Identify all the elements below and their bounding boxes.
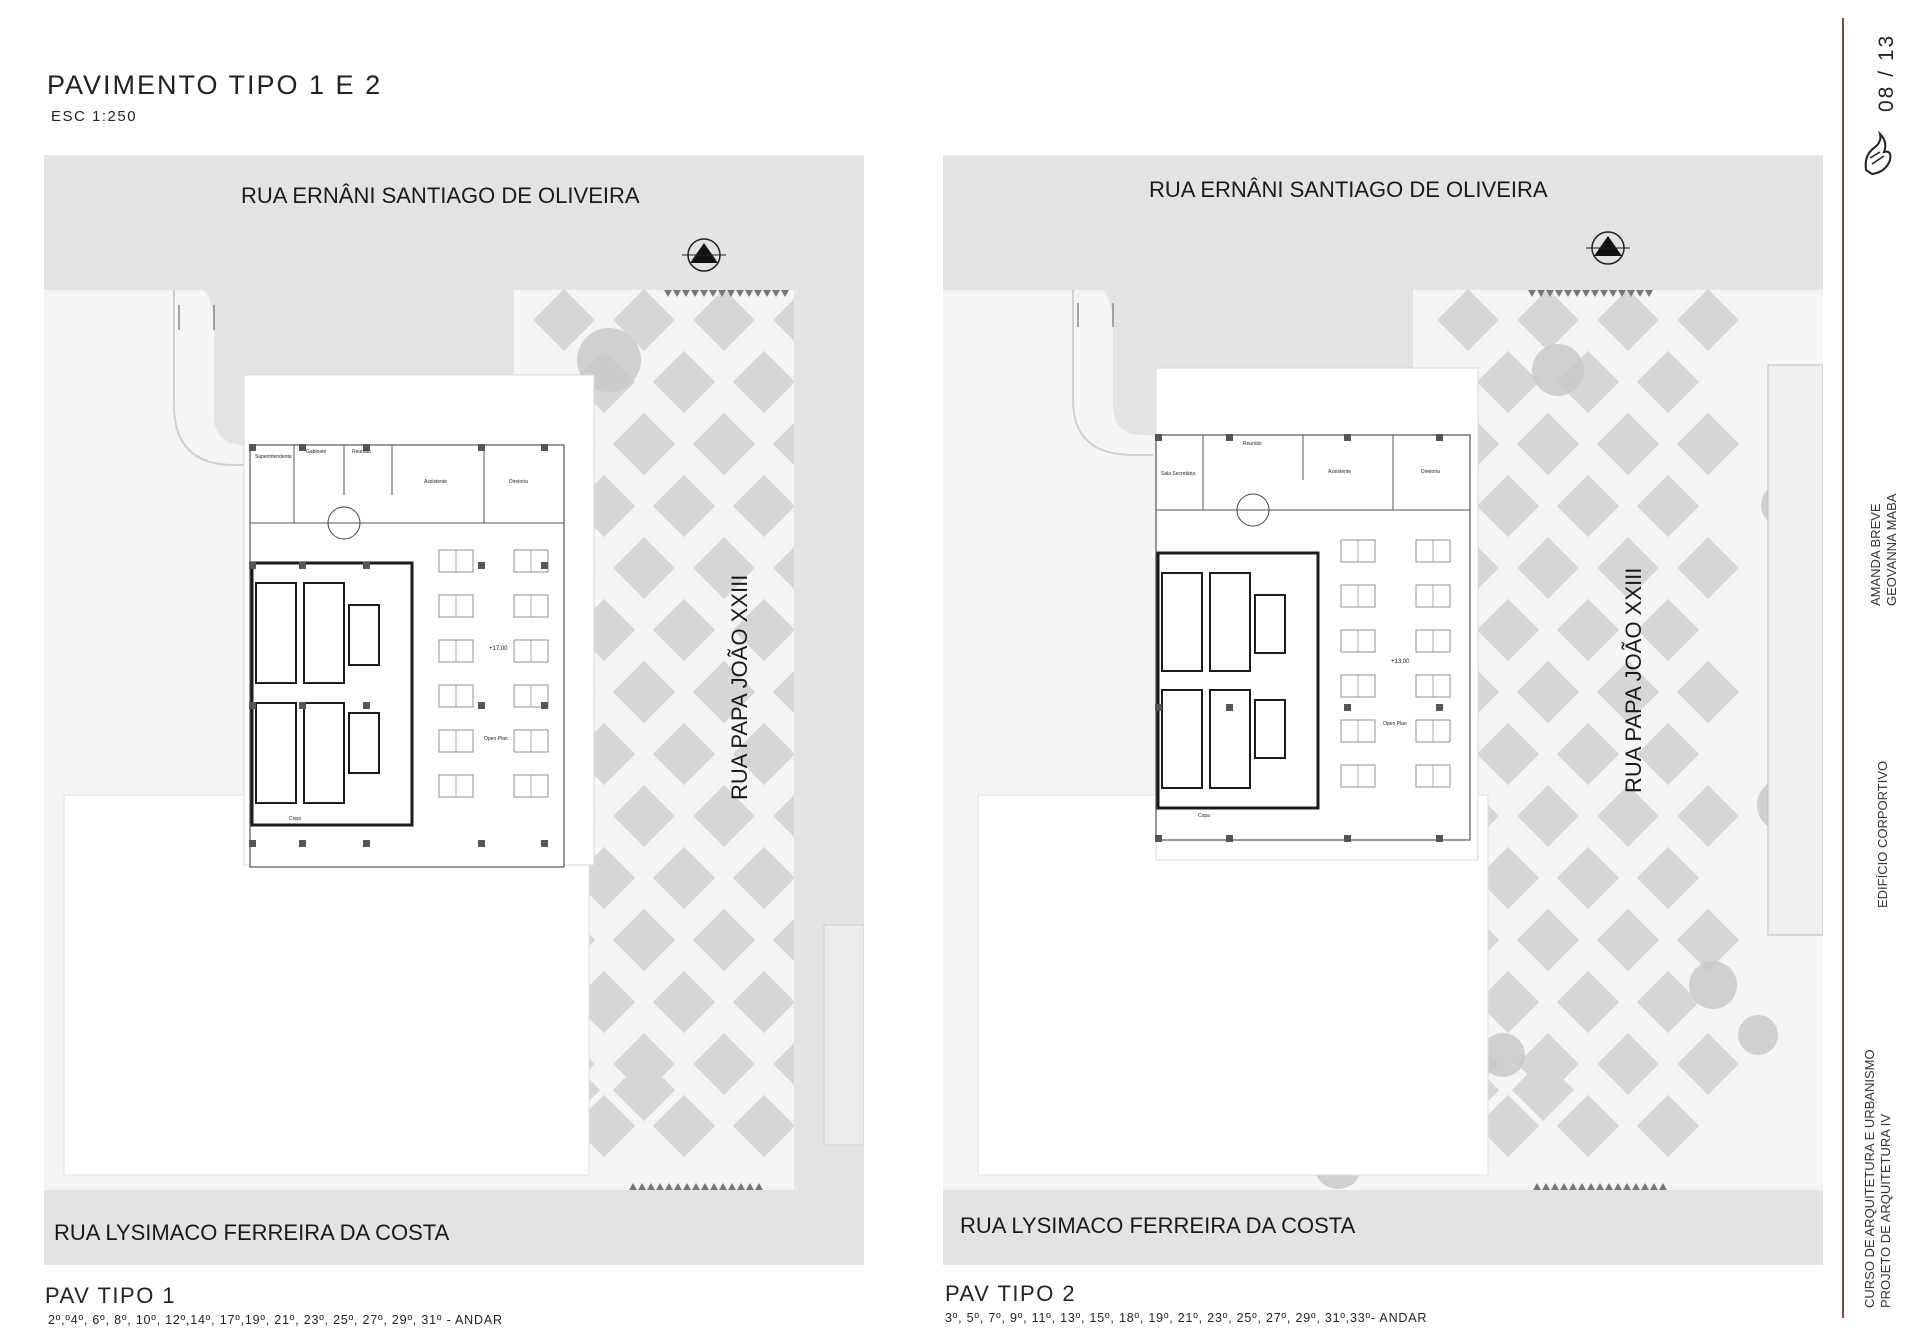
room-label-open-plan: Open Plan <box>1383 721 1407 727</box>
parking-mark <box>1555 290 1563 297</box>
paving-diamond <box>653 971 715 1033</box>
north-arrow-icon <box>682 239 726 271</box>
structural-column <box>249 840 256 847</box>
paving-diamond <box>1477 599 1539 661</box>
parking-mark <box>1542 1183 1550 1190</box>
parking-mark <box>754 290 762 297</box>
structural-column <box>478 840 485 847</box>
structural-column <box>299 444 306 451</box>
paving-diamond <box>733 971 795 1033</box>
parking-mark <box>736 290 744 297</box>
structural-column <box>363 702 370 709</box>
structural-column <box>299 840 306 847</box>
level-marker: +13,00 <box>1391 659 1410 665</box>
paving-diamond <box>1677 289 1739 351</box>
paving-diamond <box>1517 909 1579 971</box>
course-name: CURSO DE ARQUITETURA E URBANISMO <box>1862 1049 1877 1308</box>
plan-1-caption-title: PAV TIPO 1 <box>45 1283 177 1308</box>
parking-mark <box>638 1183 646 1190</box>
structural-column <box>299 562 306 569</box>
parking-mark <box>755 1183 763 1190</box>
parking-mark <box>781 290 789 297</box>
paving-diamond <box>693 1033 755 1095</box>
room-label-superintendente: Superintendente <box>255 454 292 460</box>
room-label-reuniao: Reunião <box>1243 441 1262 447</box>
paving-diamond <box>733 475 795 537</box>
parking-mark <box>665 1183 673 1190</box>
paving-diamond <box>1677 413 1739 475</box>
parking-mark <box>1591 290 1599 297</box>
paving-diamond <box>733 847 795 909</box>
parking-mark <box>1551 1183 1559 1190</box>
room-label-diretoria: Diretoria <box>1421 469 1440 475</box>
structural-column <box>299 702 306 709</box>
paving-diamond <box>653 475 715 537</box>
paving-diamond <box>613 413 675 475</box>
paving-diamond <box>1597 909 1659 971</box>
paving-diamond <box>693 289 755 351</box>
structural-column <box>363 840 370 847</box>
structural-column <box>1226 704 1233 711</box>
paving-diamond <box>733 1095 795 1157</box>
floor-plan-1 <box>44 155 864 1265</box>
parking-mark <box>1659 1183 1667 1190</box>
parking-mark <box>673 290 681 297</box>
sheet-title: PAVIMENTO TIPO 1 E 2 <box>47 70 383 100</box>
parking-mark <box>701 1183 709 1190</box>
parking-mark <box>1641 1183 1649 1190</box>
author-2: GEOVANNA MABA <box>1884 493 1899 606</box>
parking-mark <box>728 1183 736 1190</box>
parking-mark <box>772 290 780 297</box>
parking-mark <box>629 1183 637 1190</box>
structural-column <box>1226 835 1233 842</box>
room-label-gabinete: Gabinete <box>306 449 327 455</box>
structural-column <box>363 562 370 569</box>
parking-marks-bottom <box>629 1183 763 1190</box>
paving-diamond <box>733 351 795 413</box>
paving-diamond <box>613 909 675 971</box>
structural-column <box>249 444 256 451</box>
parking-mark <box>745 290 753 297</box>
paving-diamond <box>1477 475 1539 537</box>
paving-diamond <box>653 351 715 413</box>
paving-diamond <box>1557 723 1619 785</box>
plan-1-caption-floors: 2º,º4º, 6º, 8º, 10º, 12º,14º, 17º,19º, 21º, 23º, 25º, 27º, 29º, 31º - ANDAR <box>48 1313 503 1327</box>
parking-mark <box>674 1183 682 1190</box>
parking-mark <box>719 1183 727 1190</box>
structural-column <box>1155 434 1162 441</box>
parking-mark <box>691 290 699 297</box>
parking-mark <box>647 1183 655 1190</box>
paving-diamond <box>1517 537 1579 599</box>
parking-mark <box>1573 290 1581 297</box>
paving-diamond <box>653 723 715 785</box>
structural-column <box>541 562 548 569</box>
street-label-top: RUA ERNÂNI SANTIAGO DE OLIVEIRA <box>241 183 640 208</box>
side-rule <box>1842 18 1844 1318</box>
structural-column <box>1344 835 1351 842</box>
parking-mark <box>1614 1183 1622 1190</box>
course-subject: PROJETO DE ARQUITETURA IV <box>1878 1113 1893 1308</box>
right-block <box>824 925 864 1145</box>
paving-diamond <box>1517 785 1579 847</box>
structural-column <box>1344 434 1351 441</box>
room-label-diretoria: Diretoria <box>509 479 528 485</box>
parking-mark <box>1636 290 1644 297</box>
parking-mark <box>1605 1183 1613 1190</box>
paving-diamond <box>693 909 755 971</box>
parking-mark <box>1632 1183 1640 1190</box>
parking-mark <box>1582 290 1590 297</box>
parking-mark <box>692 1183 700 1190</box>
parking-mark <box>1623 1183 1631 1190</box>
neighbor-building <box>1768 365 1823 935</box>
room-label-sala-secretaria: Sala Secretária <box>1161 471 1196 477</box>
paving-diamond <box>1517 661 1579 723</box>
paving-diamond <box>1637 475 1699 537</box>
street-label-top: RUA ERNÂNI SANTIAGO DE OLIVEIRA <box>1149 177 1548 202</box>
page-number: 08 / 13 <box>1875 33 1898 112</box>
structural-column <box>1226 434 1233 441</box>
paving-diamond <box>653 1095 715 1157</box>
university-logo-icon <box>1858 130 1898 180</box>
sheet-scale: ESC 1:250 <box>51 108 138 125</box>
structural-column <box>1155 835 1162 842</box>
tree-icon <box>1738 1015 1778 1055</box>
plan-2-caption-title: PAV TIPO 2 <box>945 1281 1077 1306</box>
structural-column <box>1155 704 1162 711</box>
paving-diamond <box>653 847 715 909</box>
parking-mark <box>1528 290 1536 297</box>
paving-diamond <box>613 537 675 599</box>
paving-diamond <box>1597 289 1659 351</box>
structural-column <box>541 840 548 847</box>
parking-mark <box>710 1183 718 1190</box>
paving-diamond <box>693 413 755 475</box>
room-label-copa: Copa <box>1198 813 1210 819</box>
paving-diamond <box>1597 413 1659 475</box>
paving-diamond <box>1517 413 1579 475</box>
street-label-bottom: RUA LYSIMACO FERREIRA DA COSTA <box>960 1213 1356 1238</box>
room-label-open-plan: Open Plan <box>484 736 508 742</box>
parking-mark <box>1600 290 1608 297</box>
room-label-assistente: Assistente <box>424 479 448 485</box>
parking-mark <box>1596 1183 1604 1190</box>
north-arrow-icon <box>1586 232 1630 264</box>
paving-diamond <box>1677 1033 1739 1095</box>
paving-diamond <box>1677 537 1739 599</box>
parking-mark <box>683 1183 691 1190</box>
parking-mark <box>1560 1183 1568 1190</box>
paving-diamond <box>1557 971 1619 1033</box>
structural-column <box>478 562 485 569</box>
room-label-copa: Copa <box>289 816 301 822</box>
structural-column <box>1436 704 1443 711</box>
project-name: EDIFÍCIO CORPORTIVO <box>1875 760 1890 908</box>
paving-diamond <box>1637 1095 1699 1157</box>
paving-diamond <box>1557 475 1619 537</box>
paving-diamond <box>1637 847 1699 909</box>
level-marker: +17,00 <box>489 646 508 652</box>
tree-icon <box>1532 344 1584 396</box>
parking-mark <box>763 290 771 297</box>
parking-mark <box>709 290 717 297</box>
plan-2-caption-floors: 3º, 5º, 7º, 9º, 11º, 13º, 15º, 18º, 19º, 21º, 23º, 25º, 27º, 29º, 31º,33º- ANDAR <box>945 1311 1428 1325</box>
parking-mark <box>737 1183 745 1190</box>
paving-diamond <box>1437 289 1499 351</box>
structural-column <box>1436 835 1443 842</box>
paving-diamond <box>1477 723 1539 785</box>
floor-plan-2 <box>943 155 1823 1265</box>
street-label-right: RUA PAPA JOÃO XXIII <box>1621 567 1646 793</box>
parking-mark <box>1564 290 1572 297</box>
paving-diamond <box>1477 351 1539 413</box>
paving-diamond <box>1597 785 1659 847</box>
paving-diamond <box>1557 847 1619 909</box>
parking-mark <box>656 1183 664 1190</box>
parking-mark <box>1587 1183 1595 1190</box>
parking-mark <box>1533 1183 1541 1190</box>
paving-diamond <box>1637 351 1699 413</box>
parking-mark <box>1569 1183 1577 1190</box>
paving-diamond <box>653 599 715 661</box>
structural-column <box>541 702 548 709</box>
paving-diamond <box>613 661 675 723</box>
paving-diamond <box>1557 599 1619 661</box>
author-1: AMANDA BREVE <box>1868 503 1883 606</box>
paving-diamond <box>1677 785 1739 847</box>
paving-diamond <box>1557 1095 1619 1157</box>
paving-diamond <box>613 785 675 847</box>
paving-diamond <box>1517 289 1579 351</box>
structural-column <box>478 702 485 709</box>
structural-column <box>1344 704 1351 711</box>
room-label-reuniao: Reunião <box>352 449 371 455</box>
room-label-assistente: Assistente <box>1328 469 1352 475</box>
site-drawing-2 <box>943 155 1823 1265</box>
parking-mark <box>700 290 708 297</box>
parking-mark <box>1578 1183 1586 1190</box>
structural-column <box>249 702 256 709</box>
structural-column <box>541 444 548 451</box>
street-label-right: RUA PAPA JOÃO XXIII <box>727 574 752 800</box>
tree-icon <box>1689 961 1737 1009</box>
street-label-bottom: RUA LYSIMACO FERREIRA DA COSTA <box>54 1220 450 1245</box>
structural-column <box>478 444 485 451</box>
paving-diamond <box>1597 1033 1659 1095</box>
parking-mark <box>664 290 672 297</box>
parking-mark <box>1645 290 1653 297</box>
parking-mark <box>746 1183 754 1190</box>
floor-plate <box>250 445 564 867</box>
structural-column <box>249 562 256 569</box>
structural-column <box>1436 434 1443 441</box>
paving-diamond <box>1677 661 1739 723</box>
parking-mark <box>1650 1183 1658 1190</box>
parking-mark <box>1609 290 1617 297</box>
parking-marks-bottom <box>1533 1183 1667 1190</box>
parking-mark <box>682 290 690 297</box>
